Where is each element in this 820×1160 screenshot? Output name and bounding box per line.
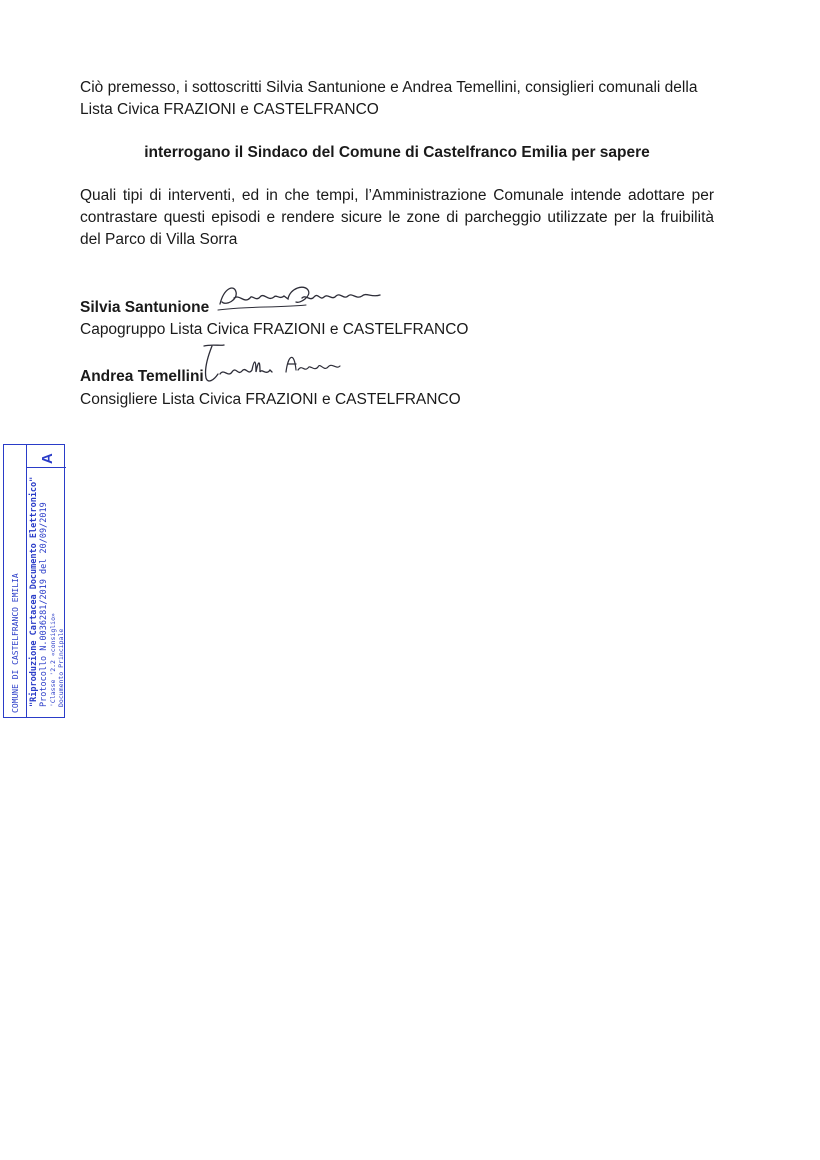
stamp-letter-box [26, 445, 66, 468]
intro-line-2: Lista Civica FRAZIONI e CASTELFRANCO [80, 101, 379, 118]
signatory-name-1: Silvia Santunione [80, 299, 210, 316]
intro-paragraph [80, 77, 714, 121]
stamp-protocol-number: Protocollo N.0036281/2019 del 20/09/2019 [39, 502, 49, 707]
signatory-name-2: Andrea Temellini [80, 368, 204, 385]
stamp-column-divider [26, 445, 27, 717]
protocol-stamp [3, 444, 65, 718]
stamp-classification: 'Classe '2.2 «consiglio» [49, 613, 57, 707]
signatory-role-2: Consigliere Lista Civica FRAZIONI e CASTELFRANCO [80, 391, 461, 408]
signature-temellini [198, 340, 344, 386]
stamp-reproduction: "Riproduzione Cartacea Documento Elettronico" [29, 476, 39, 707]
stamp-comune: COMUNE DI CASTELFRANCO EMILIA [11, 573, 20, 713]
interrogation-heading: interrogano il Sindaco del Comune di Castelfranco Emilia per sapere [144, 144, 650, 161]
stamp-letter: A [39, 453, 56, 464]
question-paragraph: Quali tipi di interventi, ed in che tempi, l’Amministrazione Comunale intende adottare per contrastare questi episodi e rendere sicure le zone di parcheggio utilizzate per la fruibilità del Parco di Villa Sorra [80, 187, 714, 248]
signature-santunione [216, 280, 386, 314]
signatory-role-1: Capogruppo Lista Civica FRAZIONI e CASTELFRANCO [80, 321, 469, 338]
stamp-document-type: Documento Principale [57, 628, 65, 707]
intro-line-1: Ciò premesso, i sottoscritti Silvia Santunione e Andrea Temellini, consiglieri comunali della [80, 79, 698, 96]
